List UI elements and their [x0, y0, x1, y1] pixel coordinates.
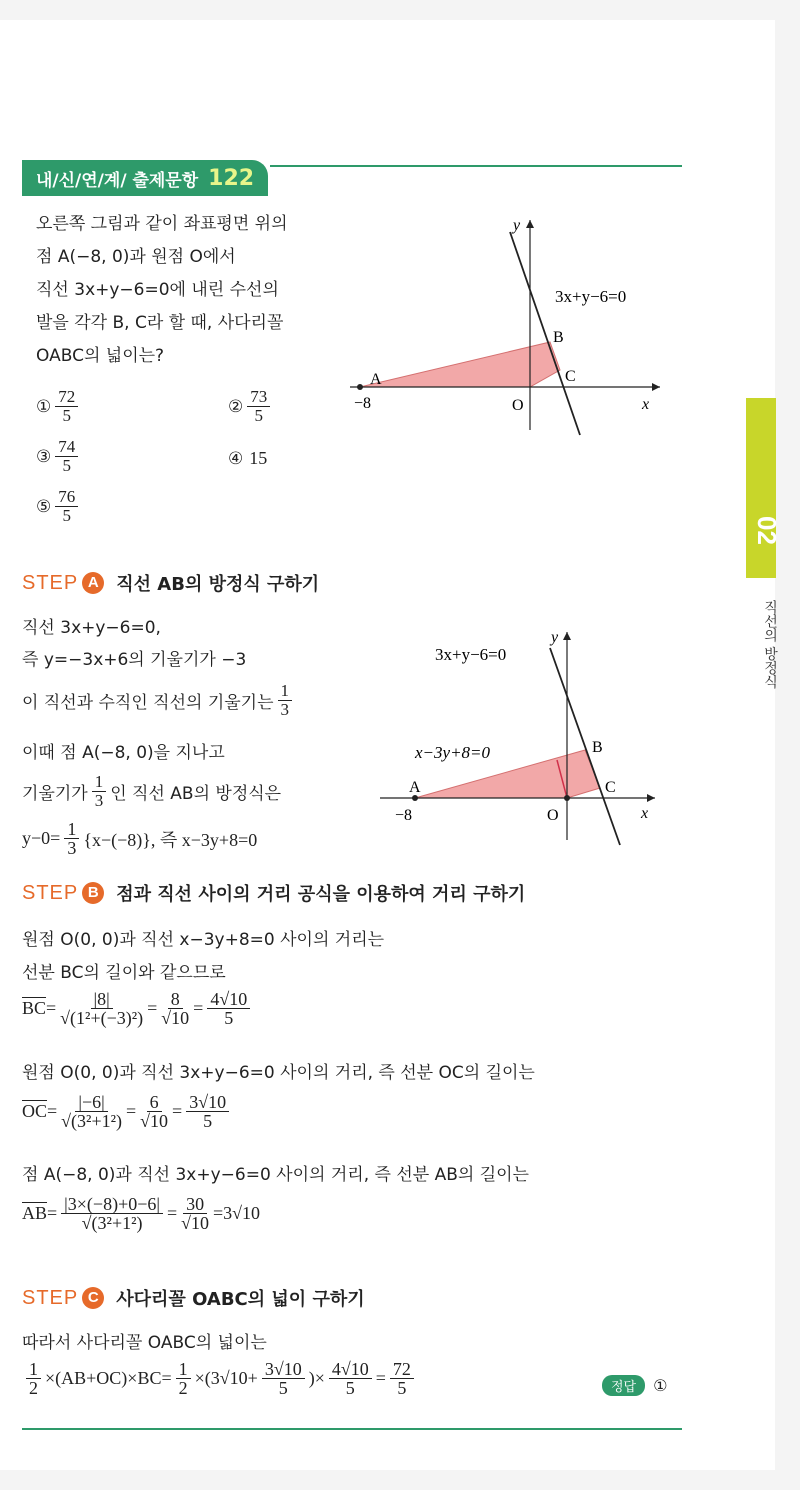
choice-fraction: $\frac{73}{5}$ — [247, 388, 270, 425]
choice-5[interactable]: ⑤ $\frac{76}{5}$ — [36, 488, 82, 525]
choice-1[interactable]: ① $\frac{72}{5}$ — [36, 388, 82, 425]
question-line: 직선 3x+y−6=0에 내린 수선의 — [36, 280, 279, 300]
figure-1 — [340, 210, 680, 440]
o-label: O — [512, 397, 524, 414]
bc-formula: $\overline{BC}$ = $\frac{|8|}{\text{√(1²+(−3)²)}}$ = $\frac{8}{√10}$ = $\frac{4√10}{5}$ — [22, 990, 254, 1027]
b-label: B — [553, 329, 564, 346]
y-label: y — [551, 629, 559, 646]
figure-2 — [375, 620, 675, 850]
minus8-label: −8 — [395, 807, 413, 824]
step-b-heading: STEP B 점과 직선 사이의 거리 공식을 이용하여 거리 구하기 — [22, 881, 526, 905]
x-arrow — [652, 383, 660, 391]
y-arrow — [563, 632, 571, 640]
banner-prefix: 내/신/연/계/ 출제문항 — [36, 170, 199, 191]
chapter-number: 02 — [751, 516, 782, 545]
choice-fraction: $\frac{72}{5}$ — [55, 388, 78, 425]
x-label: x — [641, 805, 649, 822]
x-arrow — [647, 794, 655, 802]
problem-banner — [22, 160, 268, 196]
point-o — [564, 795, 570, 801]
answer — [602, 1375, 667, 1396]
area-formula: $\frac{1}{2}$ ×(AB+OC)×BC= $\frac{1}{2}$ ×(3√10+ $\frac{3√10}{5}$ )× $\frac{4√10}{5}$ = $\frac{72}{5}$ — [22, 1360, 418, 1397]
c-label: C — [605, 779, 616, 796]
step-b-line-2: 선분 BC의 길이와 같으므로 — [22, 963, 226, 983]
step-b-line-3: 원점 O(0, 0)과 직선 3x+y−6=0 사이의 거리, 즉 선분 OC의 길이는 — [22, 1063, 535, 1083]
step-a-line-6: y−0= $\frac{1}{3}$ {x−(−8)}, 즉 x−3y+8=0 — [22, 819, 258, 858]
choice-fraction: $\frac{74}{5}$ — [55, 438, 78, 475]
a-label: A — [409, 779, 421, 796]
line-3x-y-6 — [550, 648, 620, 845]
step-a-heading: STEP A 직선 AB의 방정식 구하기 — [22, 571, 320, 595]
line-label: 3x+y−6=0 — [555, 287, 627, 306]
c-label: C — [565, 368, 576, 385]
question-line: OABC의 넓이는? — [36, 346, 165, 366]
choice-fraction: $\frac{76}{5}$ — [55, 488, 78, 525]
step-c-line-1: 따라서 사다리꼴 OABC의 넓이는 — [22, 1333, 267, 1353]
question-text — [36, 208, 336, 373]
x-label: x — [642, 396, 650, 413]
oc-formula: $\overline{OC}$ = $\frac{|-6|}{\text{√(3²+1²)}}$ = $\frac{6}{√10}$ = $\frac{3√10}{5}$ — [22, 1093, 233, 1130]
step-a-line-3: 이 직선과 수직인 직선의 기울기는 $\frac{1}{3}$ — [22, 682, 296, 719]
y-arrow — [526, 220, 534, 228]
line2-label: x−3y+8=0 — [415, 743, 491, 762]
y-label: y — [513, 217, 521, 234]
point-a — [357, 384, 363, 390]
line-label: 3x+y−6=0 — [435, 645, 507, 664]
banner-rule — [270, 165, 682, 167]
question-line: 오른쪽 그림과 같이 좌표평면 위의 — [36, 214, 288, 234]
minus8-label: −8 — [354, 395, 372, 412]
a-label: A — [370, 371, 382, 388]
choice-4[interactable]: ④ 15 — [228, 448, 268, 469]
step-a-line-1: 직선 3x+y−6=0, — [22, 618, 161, 638]
step-b-line-4: 점 A(−8, 0)과 직선 3x+y−6=0 사이의 거리, 즉 선분 AB의 길이는 — [22, 1165, 529, 1185]
choice-3[interactable]: ③ $\frac{74}{5}$ — [36, 438, 82, 475]
chapter-tab — [746, 398, 776, 578]
choice-2[interactable]: ② $\frac{73}{5}$ — [228, 388, 274, 425]
o-label: O — [547, 807, 559, 824]
chapter-label: 직선의 방정식 — [762, 600, 778, 689]
step-a-line-2: 즉 y=−3x+6의 기울기가 −3 — [22, 650, 247, 670]
bottom-rule — [22, 1428, 682, 1430]
step-c-heading: STEP C 사다리꼴 OABC의 넓이 구하기 — [22, 1286, 365, 1310]
step-a-line-5: 기울기가 $\frac{1}{3}$ 인 직선 AB의 방정식은 — [22, 772, 282, 810]
step-b-line-1: 원점 O(0, 0)과 직선 x−3y+8=0 사이의 거리는 — [22, 930, 385, 950]
ab-formula: $\overline{AB}$ = $\frac{|3\times(-8)+0-6|}{\text{√(3²+1²)}}$ = $\frac{30}{√10}$ =3√10 — [22, 1194, 261, 1233]
problem-number: 122 — [208, 165, 255, 191]
b-label: B — [592, 739, 603, 756]
question-line: 발을 각각 B, C라 할 때, 사다리꼴 — [36, 313, 284, 333]
answer-tag: 정답 — [602, 1375, 645, 1396]
answer-value: ① — [653, 1376, 668, 1395]
question-line: 점 A(−8, 0)과 원점 O에서 — [36, 247, 236, 267]
step-a-line-4: 이때 점 A(−8, 0)을 지나고 — [22, 743, 225, 763]
